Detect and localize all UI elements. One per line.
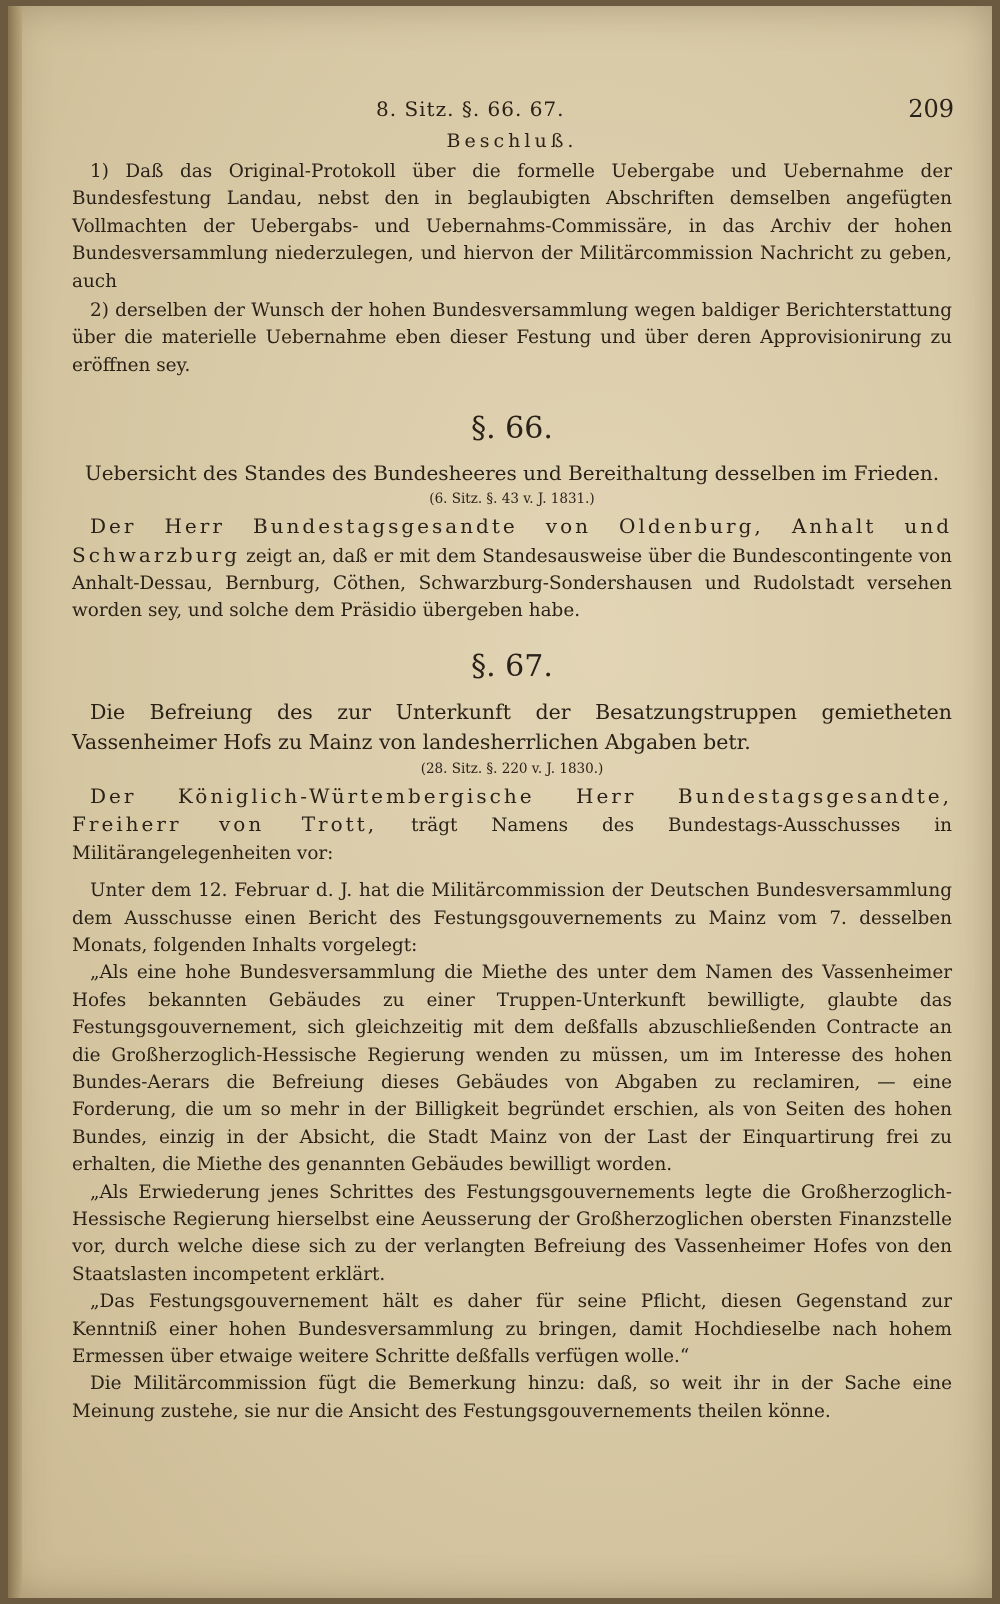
beschluss-heading: Beschluß. bbox=[446, 130, 578, 152]
section-66-citation: (6. Sitz. §. 43 v. J. 1831.) bbox=[429, 491, 595, 508]
section-67-citation: (28. Sitz. §. 220 v. J. 1830.) bbox=[420, 760, 604, 777]
page-text bbox=[72, 90, 952, 1425]
section-67-number: §. 67. bbox=[471, 648, 553, 684]
section-67-paragraph: „Das Festungsgouvernement hält es daher für seine Pflicht, diesen Gegenstand zur Kenntniß einer hohen Bundesversammlung zu bringen, damit Hochdieselbe nach hohem Ermessen über etwaige weitere Schritte deßfalls verfügen wolle.“ bbox=[72, 1291, 952, 1367]
section-67-paragraph: Unter dem 12. Februar d. J. hat die Militärcommission der Deutschen Bundesversammlung dem Ausschusse einen Bericht des Festungsgouvernements zu Mainz vom 7. desselben Monats, folgenden Inhalts vorgelegt: bbox=[72, 880, 952, 956]
section-66-text: zeigt an, daß er mit dem Standesausweise über die Bundescontingente von Anhalt-Dessau, Bernburg, Cöthen, Schwarzburg-Sondershausen und Rudolstadt versehen worden sey, und solche dem Präsidio übergeben habe. bbox=[72, 545, 952, 622]
section-67-paragraph: Die Militärcommission fügt die Bemerkung hinzu: daß, so weit ihr in der Sache eine Meinung zustehe, sie nur die Ansicht des Festungsgouvernements theilen könne. bbox=[72, 1373, 952, 1422]
section-67-title: Die Befreiung des zur Unterkunft der Besatzungstruppen gemietheten Vassenheimer Hofs zu Mainz von landesherrlichen Abgaben betr. bbox=[72, 699, 952, 754]
section-66-body bbox=[72, 513, 952, 625]
section-66-speaker: Der Herr Bundestagsgesandte von Oldenburg, Anhalt und Schwarzburg bbox=[72, 514, 952, 567]
section-67-paragraph: „Als Erwiederung jenes Schrittes des Festungsgouvernements legte die Großherzoglich-Hessische Regierung hierselbst eine Aeusserung der Großherzoglichen obersten Finanzstelle vor, durch welche diese sich zu der verlangten Befreiung des Vassenheimer Hofes von den Staatslasten incompetent erklärt. bbox=[72, 1181, 952, 1285]
page-binding-edge bbox=[8, 6, 22, 1598]
page-header bbox=[72, 90, 952, 126]
beschluss-item-2: 2) derselben der Wunsch der hohen Bundesversammlung wegen baldiger Berichterstattung über die materielle Uebernahme eben dieser Festung und über deren Approvisionirung zu eröffnen sey. bbox=[72, 300, 952, 376]
section-67-speaker: Der Königlich-Würtembergische Herr Bundestagsgesandte, Freiherr von Trott, bbox=[72, 783, 952, 837]
book-page bbox=[8, 6, 992, 1598]
running-title: 8. Sitz. §. 66. 67. bbox=[376, 97, 565, 121]
beschluss-item-1: 1) Daß das Original-Protokoll über die formelle Uebergabe und Uebernahme der Bundesfestung Landau, nebst den in beglaubigten Abschriften demselben angefügten Vollmachten der Uebergabs- und Uebernahms-Commissäre, in das Archiv der hohen Bundesversammlung niederzulegen, und hiervon der Militärcommission Nachricht zu geben, auch bbox=[72, 161, 952, 292]
section-66-title: Uebersicht des Standes des Bundesheeres und Bereithaltung desselben im Frieden. bbox=[84, 461, 940, 486]
section-67-paragraph: „Als eine hohe Bundesversammlung die Miethe des unter dem Namen des Vassenheimer Hofes bekannten Gebäudes zu einer Truppen-Unterkunft bewilligte, glaubte das Festungsgouvernement, sich gleichzeitig mit dem deßfalls abzuschließenden Contracte an die Großherzoglich-Hessische Regierung wenden zu müssen, um im Interesse des hohen Bundes-Aerars die Befreiung dieses Gebäudes von Abgaben zu reclamiren, — eine Forderung, die um so mehr in der Billigkeit begründet erschien, als von Seiten des hohen Bundes, einzig in der Absicht, die Stadt Mainz von der Last der Einquartirung frei zu erhalten, die Miethe des genannten Gebäudes bewilligt worden. bbox=[72, 962, 952, 1176]
section-66-number: §. 66. bbox=[471, 411, 553, 447]
section-67-intro-text: trägt Namens des Bundestags-Ausschusses in Militärangelegenheiten vor: bbox=[72, 815, 952, 864]
section-67-intro bbox=[72, 783, 952, 867]
page-number: 209 bbox=[908, 95, 954, 123]
